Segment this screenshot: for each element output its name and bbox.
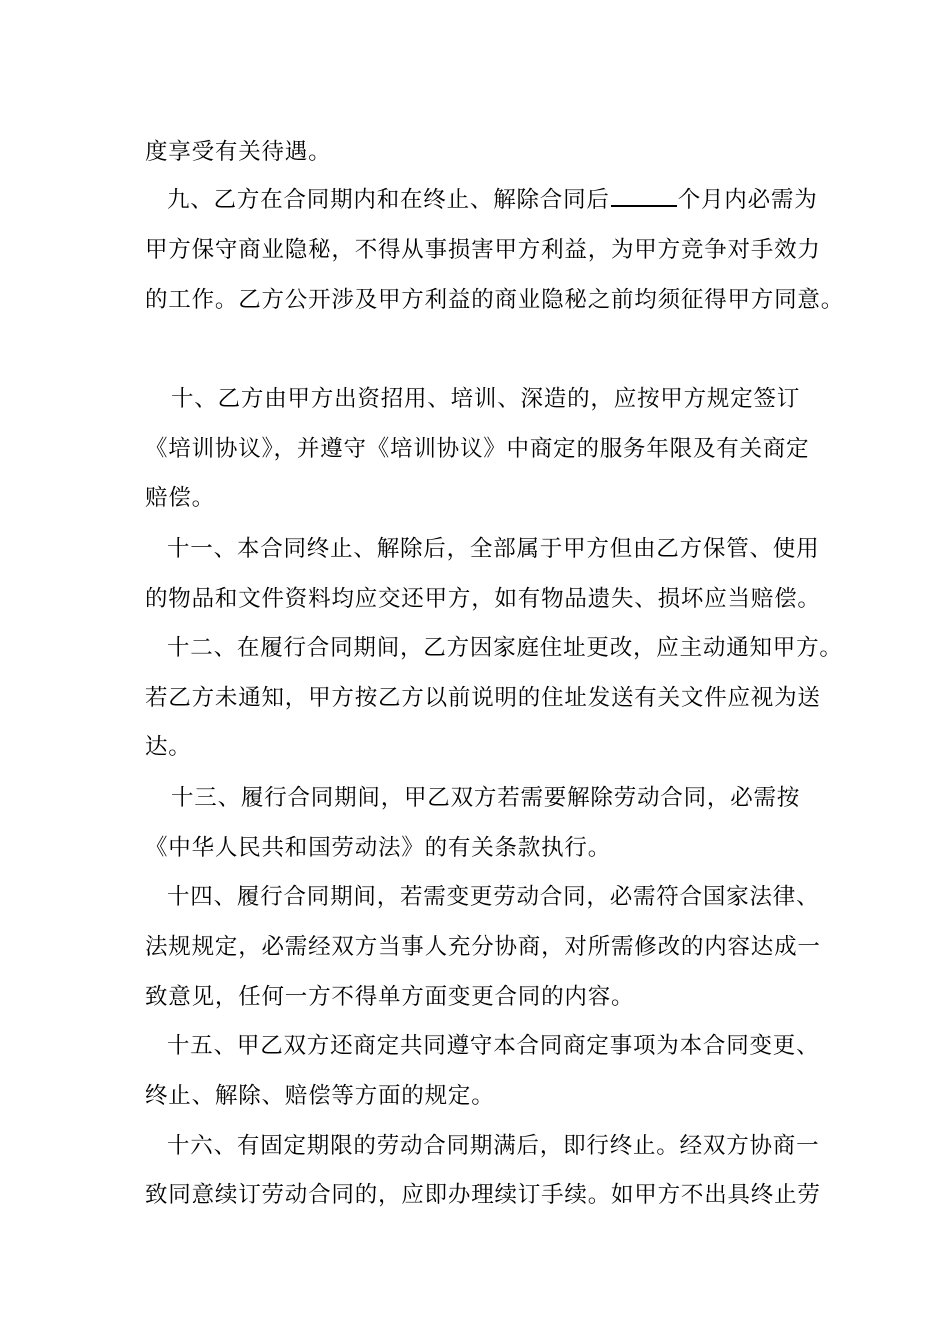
clause-10-line-1: 十、乙方由甲方出资招用、培训、深造的，应按甲方规定签订 xyxy=(171,386,801,412)
text-line: 致同意续订劳动合同的，应即办理续订手续。如甲方不出具终止劳 xyxy=(145,1182,821,1208)
clause-9-text-a: 九、乙方在合同期内和在终止、解除合同后 xyxy=(167,187,610,213)
clause-15-line-1: 十五、甲乙双方还商定共同遵守本合同商定事项为本合同变更、 xyxy=(167,1033,820,1059)
clause-13-line-1: 十三、履行合同期间，甲乙双方若需要解除劳动合同，必需按 xyxy=(171,785,801,811)
clause-16-line-1: 十六、有固定期限的劳动合同期满后，即行终止。经双方协商一 xyxy=(167,1133,820,1159)
clause-9-text-b: 个月内必需为 xyxy=(677,187,818,213)
text-line: 《培训协议》，并遵守《培训协议》中商定的服务年限及有关商定 xyxy=(145,436,810,462)
clause-9-line-1 xyxy=(167,185,847,215)
text-line: 度享受有关待遇。 xyxy=(145,139,332,165)
text-line: 法规规定，必需经双方当事人充分协商，对所需修改的内容达成一 xyxy=(145,934,821,960)
text-line: 的工作。乙方公开涉及甲方利益的商业隐秘之前均须征得甲方同意。 xyxy=(145,287,845,313)
text-line: 赔偿。 xyxy=(145,485,215,511)
text-line: 甲方保守商业隐秘，不得从事损害甲方利益，为甲方竞争对手效力 xyxy=(145,237,821,263)
text-line: 终止、解除、赔偿等方面的规定。 xyxy=(145,1083,495,1109)
fill-in-blank[interactable] xyxy=(611,185,677,207)
clause-11-line-1: 十一、本合同终止、解除后，全部属于甲方但由乙方保管、使用 xyxy=(167,536,820,562)
text-line: 达。 xyxy=(145,734,192,760)
text-line: 的物品和文件资料均应交还甲方，如有物品遗失、损坏应当赔偿。 xyxy=(145,586,821,612)
clause-14-line-1: 十四、履行合同期间，若需变更劳动合同，必需符合国家法律、 xyxy=(167,884,820,910)
clause-12-line-1: 十二、在履行合同期间，乙方因家庭住址更改，应主动通知甲方。 xyxy=(167,635,843,661)
text-line: 若乙方未通知，甲方按乙方以前说明的住址发送有关文件应视为送 xyxy=(145,685,821,711)
text-line: 致意见，任何一方不得单方面变更合同的内容。 xyxy=(145,984,635,1010)
text-line: 《中华人民共和国劳动法》的有关条款执行。 xyxy=(145,835,612,861)
